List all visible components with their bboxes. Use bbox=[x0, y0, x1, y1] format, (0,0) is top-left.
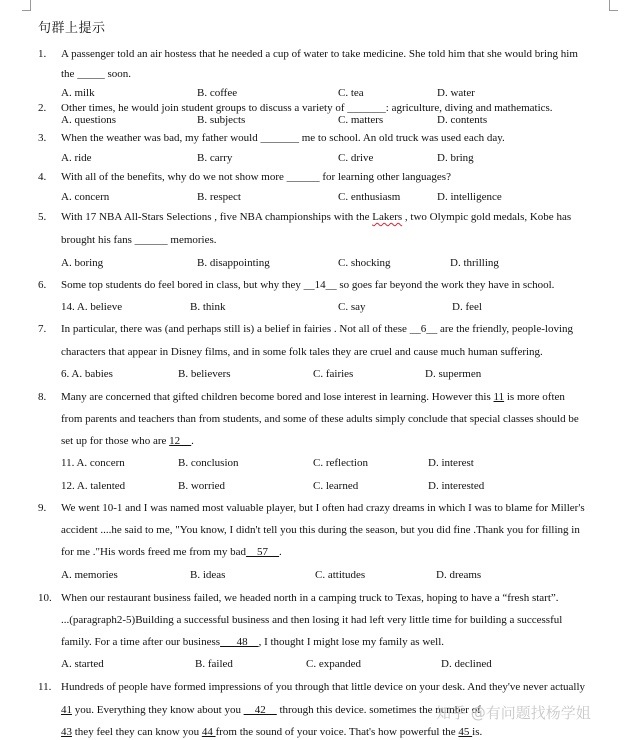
option: 11. A. concern bbox=[61, 457, 125, 469]
option: 12. A. talented bbox=[61, 480, 126, 492]
option: B. ideas bbox=[190, 569, 226, 581]
option: C. learned bbox=[313, 480, 359, 492]
question-number: 11. bbox=[38, 681, 52, 693]
question-number: 6. bbox=[38, 279, 47, 291]
option: B. respect bbox=[197, 191, 241, 203]
question-text: the _____ soon. bbox=[61, 68, 131, 80]
question-text: Other times, he would join student groups to discuss a variety of _______: agriculture, diving and mathematics. bbox=[61, 102, 553, 114]
option: B. believers bbox=[178, 368, 231, 380]
question-text: Hundreds of people have formed impressions of you through that little device on your desk. And they've never actually bbox=[61, 681, 586, 693]
option: A. memories bbox=[61, 569, 118, 581]
question-text: ...(paragraph2-5)Building a successful business and then losing it had left very little time for building a successful bbox=[61, 614, 563, 626]
option: D. thrilling bbox=[450, 257, 499, 269]
option: C. matters bbox=[338, 114, 384, 126]
question-text: With 17 NBA All-Stars Selections , five NBA championships with the Lakers , two Olympic gold medals, Kobe has bbox=[61, 211, 572, 223]
question-text: accident ....he said to me, "You know, I didn't tell you this during the season, but you did fine .Thank you for filling in bbox=[61, 524, 580, 536]
option: D. water bbox=[437, 87, 475, 99]
question-number: 4. bbox=[38, 171, 47, 183]
option: 6. A. babies bbox=[61, 368, 113, 380]
question-text: set up for those who are 12__. bbox=[61, 435, 194, 447]
option: B. coffee bbox=[197, 87, 238, 99]
question-number: 9. bbox=[38, 502, 47, 514]
question-text: With all of the benefits, why do we not show more ______ for learning other languages? bbox=[61, 171, 451, 183]
option: D. supermen bbox=[425, 368, 482, 380]
question-text: brought his fans ______ memories. bbox=[61, 234, 217, 246]
option: A. started bbox=[61, 658, 104, 670]
question-text: family. For a time after our business___48__, I thought I might lose my family as well. bbox=[61, 636, 445, 648]
option: C. drive bbox=[338, 152, 374, 164]
option: B. carry bbox=[197, 152, 233, 164]
option: B. disappointing bbox=[197, 257, 270, 269]
option: A. ride bbox=[61, 152, 92, 164]
question-text: from parents and teachers than from students, and some of these adults simply conclude that special classes should be bbox=[61, 413, 579, 425]
option: B. subjects bbox=[197, 114, 246, 126]
document-heading: 句群上提示 bbox=[38, 21, 106, 36]
option: A. questions bbox=[61, 114, 116, 126]
question-number: 3. bbox=[38, 132, 47, 144]
question-text: We went 10-1 and I was named most valuable player, but I often had crazy dreams in which I was to blame for Miller's bbox=[61, 502, 585, 514]
option: C. expanded bbox=[306, 658, 361, 670]
option: D. contents bbox=[437, 114, 488, 126]
question-number: 5. bbox=[38, 211, 47, 223]
option: 14. A. believe bbox=[61, 301, 123, 313]
option: C. reflection bbox=[313, 457, 368, 469]
option: B. worried bbox=[178, 480, 226, 492]
question-number: 10. bbox=[38, 592, 52, 604]
question-text: Some top students do feel bored in class, but why they __14__ so goes far beyond the work they have in school. bbox=[61, 279, 555, 291]
option: C. tea bbox=[338, 87, 364, 99]
question-text: When our restaurant business failed, we headed north in a camping truck to Texas, hoping to have a “fresh start”. bbox=[61, 592, 559, 604]
option: B. failed bbox=[195, 658, 233, 670]
question-number: 2. bbox=[38, 102, 47, 114]
option: C. say bbox=[338, 301, 366, 313]
option: D. dreams bbox=[436, 569, 482, 581]
option: C. fairies bbox=[313, 368, 354, 380]
option: D. bring bbox=[437, 152, 474, 164]
option: D. intelligence bbox=[437, 191, 502, 203]
watermark: 知乎 @有问题找杨学姐 bbox=[436, 704, 591, 722]
question-number: 7. bbox=[38, 323, 47, 335]
question-text: A passenger told an air hostess that he needed a cup of water to take medicine. She told him that she would bring him bbox=[61, 48, 578, 60]
question-text: for me ."His words freed me from my bad__57__. bbox=[61, 546, 282, 558]
option: A. concern bbox=[61, 191, 110, 203]
option: A. milk bbox=[61, 87, 95, 99]
option: D. declined bbox=[441, 658, 492, 670]
question-text: When the weather was bad, my father would _______ me to school. An old truck was used each day. bbox=[61, 132, 505, 144]
question-text: Many are concerned that gifted children become bored and lose interest in learning. However this 11 is more often bbox=[61, 391, 565, 403]
spellcheck-word: Lakers bbox=[372, 211, 403, 223]
option: C. shocking bbox=[338, 257, 391, 269]
page-corner-mark bbox=[22, 0, 31, 11]
option: B. think bbox=[190, 301, 226, 313]
question-text: 43 they feel they can know you 44 from the sound of your voice. That's how powerful the 45 is. bbox=[61, 726, 483, 738]
option: A. boring bbox=[61, 257, 104, 269]
option: D. feel bbox=[452, 301, 482, 313]
option: D. interest bbox=[428, 457, 474, 469]
option: D. interested bbox=[428, 480, 485, 492]
option: C. enthusiasm bbox=[338, 191, 401, 203]
option: C. attitudes bbox=[315, 569, 366, 581]
question-number: 8. bbox=[38, 391, 47, 403]
page-corner-mark bbox=[609, 0, 618, 11]
question-text: characters that appear in Disney films, and in some folk tales they are cruel and cause much human suffering. bbox=[61, 346, 543, 358]
question-number: 1. bbox=[38, 48, 47, 60]
question-text: In particular, there was (and perhaps still is) a belief in fairies . Not all of these __6__ are the friendly, people-loving bbox=[61, 323, 574, 335]
question-text: 41 you. Everything they know about you __42__ through this device. sometimes the number of bbox=[61, 704, 481, 716]
option: B. conclusion bbox=[178, 457, 239, 469]
